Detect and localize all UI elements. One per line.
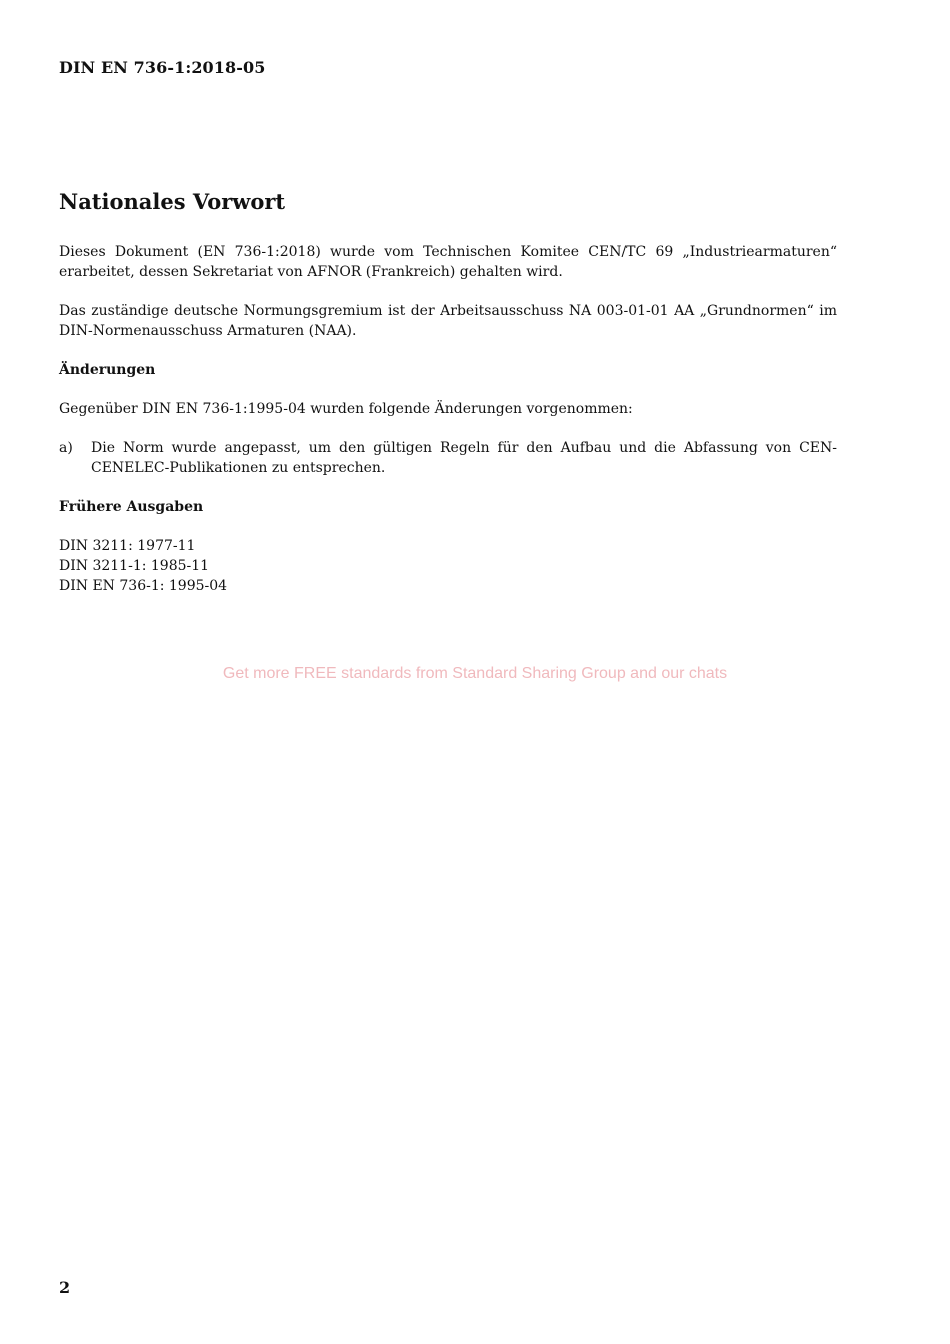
foreword-paragraph-1: Dieses Dokument (EN 736-1:2018) wurde vom Technischen Komitee CEN/TC 69 „Industriearmaturen“ erarbeitet, dessen Sekretariat von AFNOR (Frankreich) gehalten wird.: [59, 244, 837, 280]
page-number: 2: [59, 1278, 71, 1297]
edition-item: DIN 3211-1: 1985-11: [59, 558, 210, 574]
document-body: [59, 188, 837, 596]
previous-editions-heading: Frühere Ausgaben: [59, 499, 204, 515]
edition-item: DIN 3211: 1977-11: [59, 538, 196, 554]
document-id-header: DIN EN 736-1:2018-05: [59, 58, 266, 77]
previous-editions-list: [59, 536, 837, 596]
watermark-text: Get more FREE standards from Standard Sharing Group and our chats: [222, 665, 728, 682]
list-item-text: Die Norm wurde angepasst, um den gültigen Regeln für den Aufbau und die Abfassung von CEN-CENELEC-Publikationen zu entsprechen.: [91, 440, 837, 476]
foreword-paragraph-2: Das zuständige deutsche Normungsgremium ist der Arbeitsausschuss NA 003-01-01 AA „Grundnormen“ im DIN-Normenausschuss Armaturen (NAA).: [59, 303, 837, 339]
changes-heading: Änderungen: [59, 362, 156, 378]
section-title: Nationales Vorwort: [59, 189, 286, 214]
changes-list-item: [59, 438, 837, 478]
edition-item: DIN EN 736-1: 1995-04: [59, 578, 228, 594]
list-marker: a): [59, 440, 73, 456]
changes-intro: Gegenüber DIN EN 736-1:1995-04 wurden folgende Änderungen vorgenommen:: [59, 401, 633, 417]
